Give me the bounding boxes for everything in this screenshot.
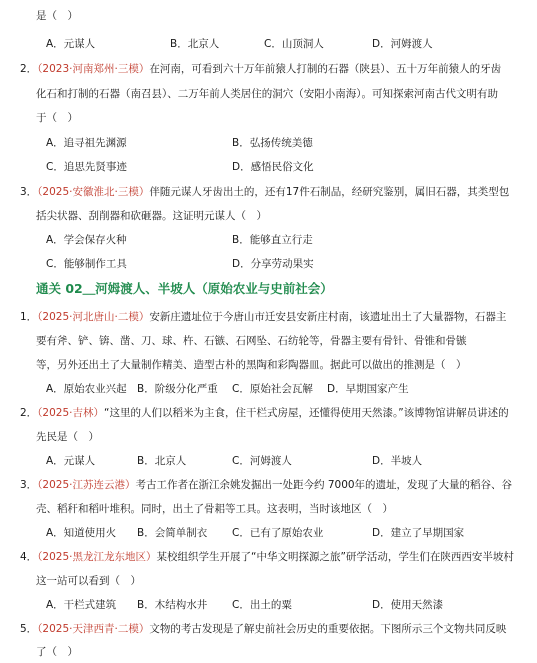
question-number: 3． (20, 479, 38, 491)
option-c[interactable]: C．追思先贤事迹 (46, 161, 127, 173)
question-text: 某校组织学生开展了“中华文明探源之旅”研学活动，学生们在陕西西安半坡村 (156, 551, 514, 563)
question-2 (20, 62, 501, 76)
option-a[interactable]: A．学会保存火种 (46, 234, 127, 246)
question-3 (20, 185, 509, 199)
question-text: 先民是（ ） (36, 431, 99, 443)
question-text: 括尖状器、刮削器和砍砸器。这证明元谋人（ ） (36, 210, 267, 222)
question-text: 壳、稻秆和稻叶堆积。同时，出土了骨耜等工具。这表明，当时该地区（ ） (36, 503, 393, 515)
question-number: 4． (20, 551, 38, 563)
option-b[interactable]: B．阶级分化严重 (137, 383, 218, 395)
option-c[interactable]: C．能够制作工具 (46, 258, 127, 270)
option-c[interactable]: C．出土的粟 (232, 599, 292, 611)
question-text: 了（ ） (36, 646, 78, 658)
option-b[interactable]: B．弘扬传统美德 (232, 137, 313, 149)
question-text: 考古工作者在浙江余姚发掘出一处距今约 7000年的遗址，发现了大量的稻谷、谷 (135, 479, 513, 491)
option-d[interactable]: D．早期国家产生 (327, 383, 409, 395)
question-2 (20, 406, 509, 420)
question-number: 3． (20, 186, 38, 198)
question-number: 2． (20, 407, 38, 419)
option-c[interactable]: C．山顶洞人 (264, 38, 324, 50)
question-source: （2025·黑龙江龙东地区） (37, 551, 157, 563)
option-a[interactable]: A．干栏式建筑 (46, 599, 117, 611)
option-a[interactable]: A．原始农业兴起 (46, 383, 127, 395)
question-number: 1． (20, 311, 38, 323)
question-source: （2025·天津西青·二模） (37, 623, 150, 635)
question-source: （2025·江苏连云港） (37, 479, 136, 491)
question-source: （2025·安徽淮北·三模） (37, 186, 150, 198)
question-text: “这里的人们以稻米为主食，住干栏式房屋，还懂得使用天然漆。”该博物馆讲解员讲述的 (104, 407, 509, 419)
option-b[interactable]: B．北京人 (137, 455, 187, 467)
option-c[interactable]: C．已有了原始农业 (232, 527, 324, 539)
question-text: 安新庄遗址位于今唐山市迁安县安新庄村南，该遗址出土了大量器物，石器主 (149, 311, 507, 323)
option-d[interactable]: D．建立了早期国家 (372, 527, 465, 539)
option-a[interactable]: A．知道使用火 (46, 527, 117, 539)
question-1 (20, 310, 506, 324)
question-3 (20, 478, 512, 492)
question-text: 是（ ） (36, 10, 78, 22)
option-c[interactable]: C．原始社会瓦解 (232, 383, 313, 395)
question-text: 等，另外还出土了大量制作精美、造型古朴的黑陶和彩陶器皿。据此可以做出的推测是（ ） (36, 359, 467, 371)
question-5 (20, 622, 506, 636)
option-d[interactable]: D．半坡人 (372, 455, 423, 467)
question-4 (20, 550, 514, 564)
question-text: 文物的考古发现是了解史前社会历史的重要依据。下图所示三个文物共同反映 (149, 623, 507, 635)
question-text: 化石和打制的石器（南召县）、二万年前人类居住的洞穴（安阳小南海）。可知探索河南古代文明有助 (36, 88, 498, 100)
question-text: 伴随元谋人牙齿出土的，还有17件石制品，经研究鉴别，属旧石器，其类型包 (149, 186, 510, 198)
question-source: （2025·吉林） (37, 407, 104, 419)
option-d[interactable]: D．感悟民俗文化 (232, 161, 314, 173)
option-d[interactable]: D．分享劳动果实 (232, 258, 314, 270)
section-title: 通关 02＿河姆渡人、半坡人（原始农业与史前社会） (36, 281, 333, 296)
option-b[interactable]: B．能够直立行走 (232, 234, 313, 246)
question-text: 于（ ） (36, 112, 78, 124)
question-source: （2023·河南郑州·三模） (37, 63, 150, 75)
question-text: 要有斧、铲、锛、凿、刀、球、杵、石镞、石网坠、石纺轮等，骨器主要有骨针、骨锥和骨镞 (36, 335, 467, 347)
option-d[interactable]: D．河姆渡人 (372, 38, 433, 50)
question-text: 这一站可以看到（ ） (36, 575, 141, 587)
question-number: 2． (20, 63, 38, 75)
question-text: 在河南，可看到六十万年前猿人打制的石器（陕县）、五十万年前猿人的牙齿 (149, 63, 502, 75)
option-c[interactable]: C．河姆渡人 (232, 455, 292, 467)
option-b[interactable]: B．会简单制衣 (137, 527, 208, 539)
option-d[interactable]: D．使用天然漆 (372, 599, 444, 611)
option-a[interactable]: A．元谋人 (46, 455, 96, 467)
option-b[interactable]: B．北京人 (170, 38, 220, 50)
question-source: （2025·河北唐山·二模） (37, 311, 150, 323)
option-a[interactable]: A．元谋人 (46, 38, 96, 50)
option-a[interactable]: A．追寻祖先渊源 (46, 137, 127, 149)
question-number: 5． (20, 623, 38, 635)
option-b[interactable]: B．木结构水井 (137, 599, 208, 611)
